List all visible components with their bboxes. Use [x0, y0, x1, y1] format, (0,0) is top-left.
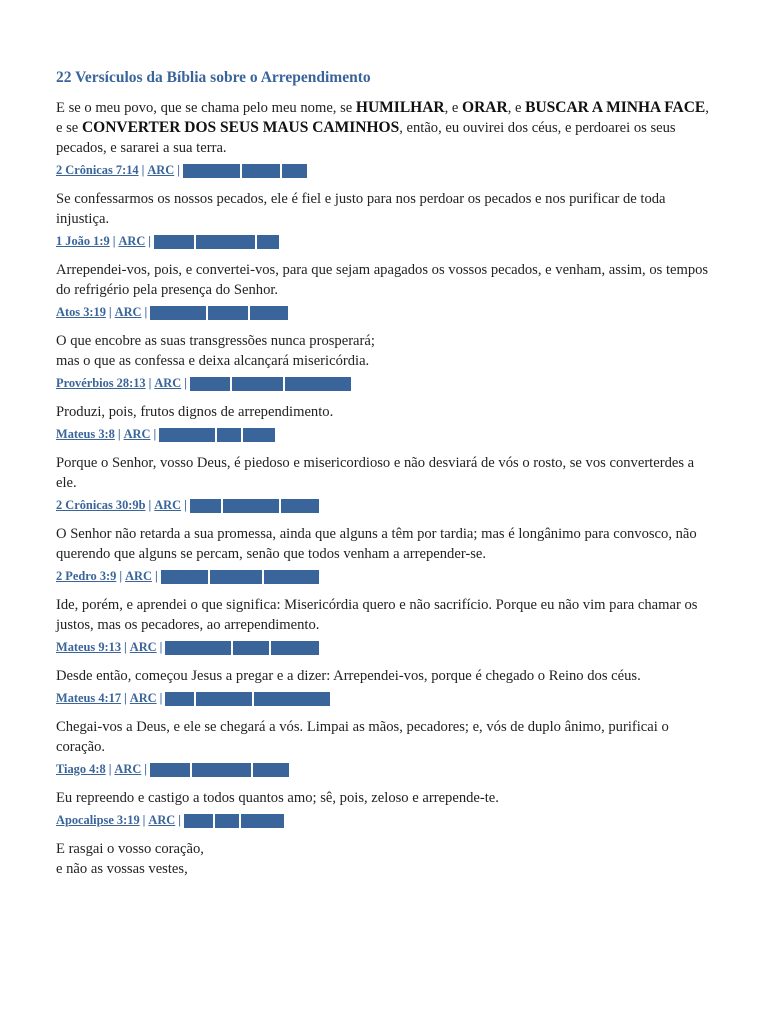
verse-reference-link[interactable]: Apocalipse 3:19: [56, 813, 140, 827]
verse-block: [56, 189, 716, 249]
verse-block: [56, 98, 716, 178]
verse-reference: [56, 162, 716, 178]
verse-text: [56, 788, 716, 808]
verse-line: O que encobre as suas transgressões nunca prosperará;: [56, 333, 375, 349]
verse-line: Chegai-vos a Deus, e ele se chegará a vós. Limpai as mãos, pecadores; e, vós de duplo ânimo, purificai o coração.: [56, 719, 669, 755]
verse-line: Porque o Senhor, vosso Deus, é piedoso e misericordioso e não desviará de vós o rosto, se vos converterdes a ele.: [56, 455, 695, 491]
topic-tag[interactable]: frutos: [243, 429, 275, 441]
verse-block: [56, 595, 716, 655]
verse-line: Arrependei-vos, pois, e convertei-vos, para que sejam apagados os vossos pecados, e venham, assim, os tempos do refrigério pela presença do Senhor.: [56, 262, 709, 298]
separator: |: [141, 163, 145, 177]
separator: |: [142, 813, 146, 827]
version-link[interactable]: ARC: [147, 163, 175, 177]
verse-text: [56, 595, 716, 635]
verse-segment: , e: [507, 100, 526, 116]
topic-tag[interactable]: vida: [216, 815, 239, 827]
topic-tag[interactable]: cura: [283, 165, 307, 177]
verse-segment: , então, eu ouvirei dos céus, e perdoarei os seus pecados, e sararei a sua terra.: [56, 120, 676, 156]
version-link[interactable]: ARC: [148, 813, 176, 827]
topic-tag[interactable]: graça: [190, 500, 221, 512]
verse-reference-link[interactable]: 1 João 1:9: [56, 234, 110, 248]
version-link[interactable]: ARC: [118, 234, 146, 248]
verse-text: [56, 717, 716, 757]
verse-reference: [56, 690, 716, 706]
verse-reference: [56, 568, 716, 584]
verse-line: Produzi, pois, frutos dignos de arrependimento.: [56, 404, 334, 420]
verse-line: Se confessarmos os nossos pecados, ele é fiel e justo para nos perdoar os pecados e nos purificar de toda injustiça.: [56, 191, 666, 227]
verse-reference-link[interactable]: Mateus 4:17: [56, 691, 122, 705]
separator: |: [112, 234, 116, 248]
verse-block: [56, 666, 716, 706]
topic-tag[interactable]: perdão: [281, 500, 319, 512]
topic-tag[interactable]: salvação: [161, 571, 208, 583]
separator: |: [117, 427, 121, 441]
topic-tag[interactable]: pecado: [190, 378, 229, 390]
separator: |: [108, 762, 112, 776]
verse-reference-link[interactable]: Mateus 9:13: [56, 640, 122, 654]
verse-reference-link[interactable]: Atos 3:19: [56, 305, 106, 319]
verse-block: [56, 260, 716, 320]
verse-segment: E se o meu povo, que se chama pelo meu nome, se: [56, 100, 356, 116]
topic-tag[interactable]: pecado: [155, 236, 194, 248]
verse-reference: [56, 639, 716, 655]
version-link[interactable]: ARC: [114, 762, 142, 776]
verse-reference: [56, 233, 716, 249]
topic-tag[interactable]: paciência: [211, 571, 261, 583]
verse-line: O Senhor não retarda a sua promessa, ainda que alguns a têm por tardia; mas é longânimo para convosco, não querendo que alguns se percam, senão que todos venham a arrepender-se.: [56, 526, 697, 562]
topic-tag[interactable]: pecado: [208, 307, 247, 319]
emphasis-text: CONVERTER DOS SEUS MAUS CAMINHOS: [81, 119, 400, 136]
topic-tag[interactable]: conversão: [160, 429, 214, 441]
emphasis-text: HUMILHAR: [355, 99, 445, 116]
separator: |: [177, 163, 180, 177]
topic-tag[interactable]: mal: [258, 236, 278, 248]
topic-tag[interactable]: conversão: [197, 693, 251, 705]
verse-text: [56, 402, 716, 422]
separator: |: [108, 305, 112, 319]
topic-tag[interactable]: vida: [217, 429, 240, 441]
verse-text: [56, 524, 716, 564]
verse-text: [56, 98, 716, 158]
verse-line: e não as vossas vestes,: [56, 861, 188, 877]
version-link[interactable]: ARC: [129, 640, 157, 654]
topic-tag[interactable]: misericórdia: [285, 378, 350, 390]
verse-reference-link[interactable]: 2 Crônicas 30:9b: [56, 498, 146, 512]
verse-segment: , e se: [56, 100, 709, 136]
verse-line: Desde então, começou Jesus a pregar e a dizer: Arrependei-vos, porque é chegado o Reino dos céus.: [56, 668, 641, 684]
topic-tag[interactable]: justiça: [254, 764, 289, 776]
separator: |: [148, 234, 152, 248]
version-link[interactable]: ARC: [123, 427, 151, 441]
topic-tag[interactable]: Jesus: [166, 693, 194, 705]
separator: |: [153, 427, 157, 441]
verse-reference: [56, 304, 716, 320]
verse-block: [56, 839, 716, 879]
verse-text: [56, 331, 716, 371]
topic-tag[interactable]: justiça: [234, 642, 269, 654]
topic-tag[interactable]: conversão: [264, 571, 319, 583]
topic-tag[interactable]: purificação: [197, 236, 255, 248]
verse-text: [56, 189, 716, 229]
verse-block: [56, 524, 716, 584]
separator: |: [159, 640, 163, 654]
verse-text: [56, 666, 716, 686]
verse-block: [56, 788, 716, 828]
verse-reference-link[interactable]: 2 Crônicas 7:14: [56, 163, 139, 177]
verse-line: E rasgai o vosso coração,: [56, 841, 204, 857]
topic-tag[interactable]: evangelização: [254, 693, 330, 705]
separator: |: [148, 376, 152, 390]
verse-reference: [56, 497, 716, 513]
separator: |: [178, 813, 181, 827]
topic-tag[interactable]: pecado: [151, 764, 190, 776]
topic-tag[interactable]: perdão: [250, 307, 288, 319]
topic-tag[interactable]: humildade: [183, 165, 239, 177]
version-link[interactable]: ARC: [154, 498, 182, 512]
verse-segment: , e: [444, 100, 463, 116]
version-link[interactable]: ARC: [129, 691, 157, 705]
separator: |: [144, 762, 148, 776]
verse-text: [56, 453, 716, 493]
topic-tag[interactable]: perdão: [242, 165, 280, 177]
version-link[interactable]: ARC: [125, 569, 152, 583]
emphasis-text: BUSCAR A MINHA FACE: [525, 99, 706, 116]
page-title: 22 Versículos da Bíblia sobre o Arrependimento: [56, 69, 371, 86]
topic-tag[interactable]: conversão: [151, 307, 205, 319]
verse-block: [56, 717, 716, 777]
separator: |: [124, 691, 127, 705]
separator: |: [184, 376, 187, 390]
separator: |: [124, 640, 127, 654]
separator: |: [119, 569, 123, 583]
verse-reference: [56, 812, 716, 828]
verse-reference-link[interactable]: Mateus 3:8: [56, 427, 115, 441]
version-link[interactable]: ARC: [154, 376, 182, 390]
emphasis-text: ORAR: [462, 99, 508, 116]
verse-reference-link[interactable]: Tiago 4:8: [56, 762, 106, 776]
verse-reference: [56, 761, 716, 777]
verse-reference-link[interactable]: 2 Pedro 3:9: [56, 569, 117, 583]
verse-text: [56, 260, 716, 300]
document-content: [56, 68, 716, 879]
separator: |: [159, 691, 163, 705]
verse-line: Ide, porém, e aprendei o que significa: Misericórdia quero e não sacrifício. Porque eu não vim para chamar os justos, mas os pecadores, ao arrependimento.: [56, 597, 698, 633]
verse-list: [56, 189, 716, 879]
verse-text: [56, 839, 716, 879]
topic-tag[interactable]: confissão: [232, 378, 282, 390]
separator: |: [144, 305, 148, 319]
version-link[interactable]: ARC: [114, 305, 142, 319]
topic-tag[interactable]: punição: [242, 815, 284, 827]
topic-tag[interactable]: misericórdia: [166, 642, 231, 654]
separator: |: [148, 498, 152, 512]
verse-reference: [56, 426, 716, 442]
separator: |: [154, 569, 158, 583]
topic-tag[interactable]: sacrifício: [272, 642, 319, 654]
separator: |: [184, 498, 187, 512]
verse-block: [56, 453, 716, 513]
topic-tag[interactable]: purificação: [193, 764, 251, 776]
verse-block: [56, 331, 716, 391]
verse-line: mas o que as confessa e deixa alcançará misericórdia.: [56, 353, 370, 369]
topic-tag[interactable]: conversão: [224, 500, 278, 512]
verse-block: [56, 402, 716, 442]
verse-reference-link[interactable]: Provérbios 28:13: [56, 376, 146, 390]
topic-tag[interactable]: amor: [184, 815, 213, 827]
verse-reference: [56, 375, 716, 391]
verse-line: Eu repreendo e castigo a todos quantos amo; sê, pois, zeloso e arrepende-te.: [56, 790, 499, 806]
